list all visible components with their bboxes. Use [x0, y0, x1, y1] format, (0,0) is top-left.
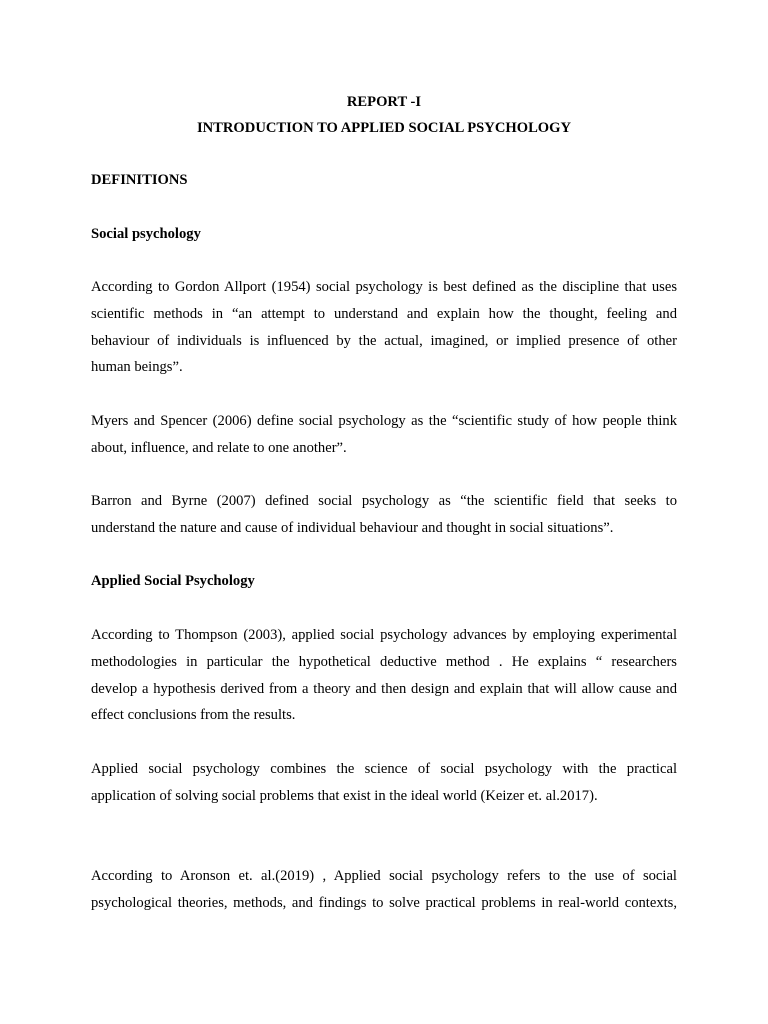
report-title: REPORT -I	[346, 94, 422, 110]
thompson-paragraph-line: develop a hypothesis derived from a theory and then design and explain that will allow cause and	[91, 681, 677, 697]
barron-paragraph-line: Barron and Byrne (2007) defined social psychology as “the scientific field that seeks to	[91, 493, 677, 509]
allport-paragraph-line: behaviour of individuals is influenced by the actual, imagined, or implied presence of other	[91, 333, 677, 349]
report-subtitle: INTRODUCTION TO APPLIED SOCIAL PSYCHOLOGY	[196, 120, 572, 136]
thompson-paragraph-line: effect conclusions from the results.	[91, 707, 296, 723]
applied-social-psychology-heading: Applied Social Psychology	[91, 573, 255, 589]
barron-paragraph-line: understand the nature and cause of individual behaviour and thought in social situations”.	[91, 520, 614, 536]
thompson-paragraph-line: According to Thompson (2003), applied social psychology advances by employing experimental	[91, 627, 677, 643]
allport-paragraph-line: scientific methods in “an attempt to understand and explain how the thought, feeling and	[91, 306, 677, 322]
definitions-heading: DEFINITIONS	[91, 172, 188, 188]
social-psychology-heading: Social psychology	[91, 226, 201, 242]
allport-paragraph-line: human beings”.	[91, 359, 183, 375]
combines-paragraph-line: Applied social psychology combines the science of social psychology with the practical	[91, 761, 677, 777]
aronson-paragraph-line: psychological theories, methods, and findings to solve practical problems in real-world contexts,	[91, 895, 677, 911]
thompson-paragraph-line: methodologies in particular the hypothetical deductive method . He explains “ researchers	[91, 654, 677, 670]
myers-paragraph-line: Myers and Spencer (2006) define social psychology as the “scientific study of how people think	[91, 413, 677, 429]
aronson-paragraph-line: According to Aronson et. al.(2019) , Applied social psychology refers to the use of social	[91, 868, 677, 884]
myers-paragraph-line: about, influence, and relate to one another”.	[91, 440, 347, 456]
allport-paragraph-line: According to Gordon Allport (1954) social psychology is best defined as the discipline that uses	[91, 279, 677, 295]
combines-paragraph-line: application of solving social problems that exist in the ideal world (Keizer et. al.2017).	[91, 788, 598, 804]
